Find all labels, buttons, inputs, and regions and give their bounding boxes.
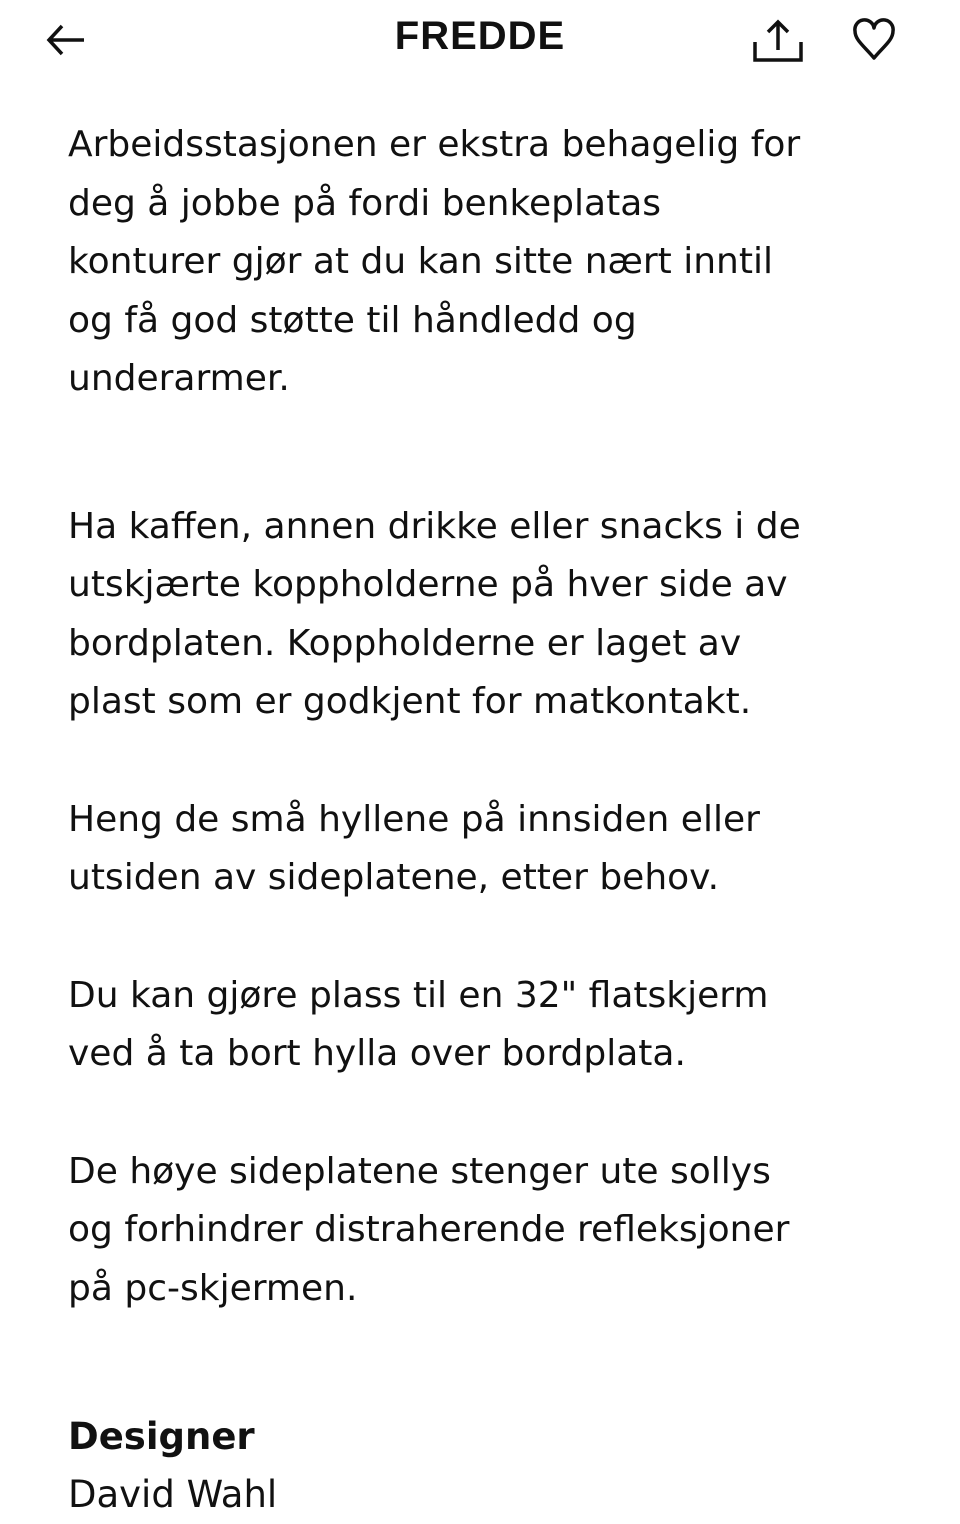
text-line: deg å jobbe på fordi benkeplatas <box>68 182 662 224</box>
description-paragraph <box>68 498 938 732</box>
text-line: Ha kaffen, annen drikke eller snacks i de <box>68 505 801 547</box>
designer-name: David Wahl <box>68 1473 278 1516</box>
text-line: utsiden av sideplatene, etter behov. <box>68 857 720 898</box>
text-line: plast som er godkjent for matkontakt. <box>68 681 752 722</box>
page-title: FREDDE <box>394 14 566 58</box>
description-paragraph <box>68 116 938 409</box>
text-line: Arbeidsstasjonen er ekstra behagelig for <box>68 124 801 165</box>
designer-section <box>68 1408 938 1524</box>
description-paragraph <box>68 1143 938 1319</box>
text-line: utskjærte koppholderne på hver side av <box>68 564 788 605</box>
text-line: Heng de små hyllene på innsiden eller <box>68 798 760 840</box>
favorite-button[interactable] <box>850 18 898 62</box>
share-icon <box>750 16 806 64</box>
text-line: ved å ta bort hylla over bordplata. <box>68 1033 686 1074</box>
text-line: Du kan gjøre plass til en 32" flatskjerm <box>68 974 769 1016</box>
share-button[interactable] <box>750 16 806 64</box>
text-line: underarmer. <box>68 358 290 399</box>
text-line: konturer gjør at du kan sitte nært inntil <box>68 241 773 282</box>
text-line: og forhindrer distraherende refleksjoner <box>68 1209 790 1250</box>
text-line: på pc-skjermen. <box>68 1267 358 1309</box>
top-bar <box>0 0 960 80</box>
heart-icon <box>850 18 898 62</box>
product-description <box>68 116 938 1524</box>
designer-label: Designer <box>68 1415 255 1458</box>
description-paragraph <box>68 791 938 908</box>
text-line: De høye sideplatene stenger ute sollys <box>68 1150 771 1192</box>
text-line: bordplaten. Koppholderne er laget av <box>68 622 742 664</box>
text-line: og få god støtte til håndledd og <box>68 299 637 341</box>
description-paragraph <box>68 967 938 1084</box>
